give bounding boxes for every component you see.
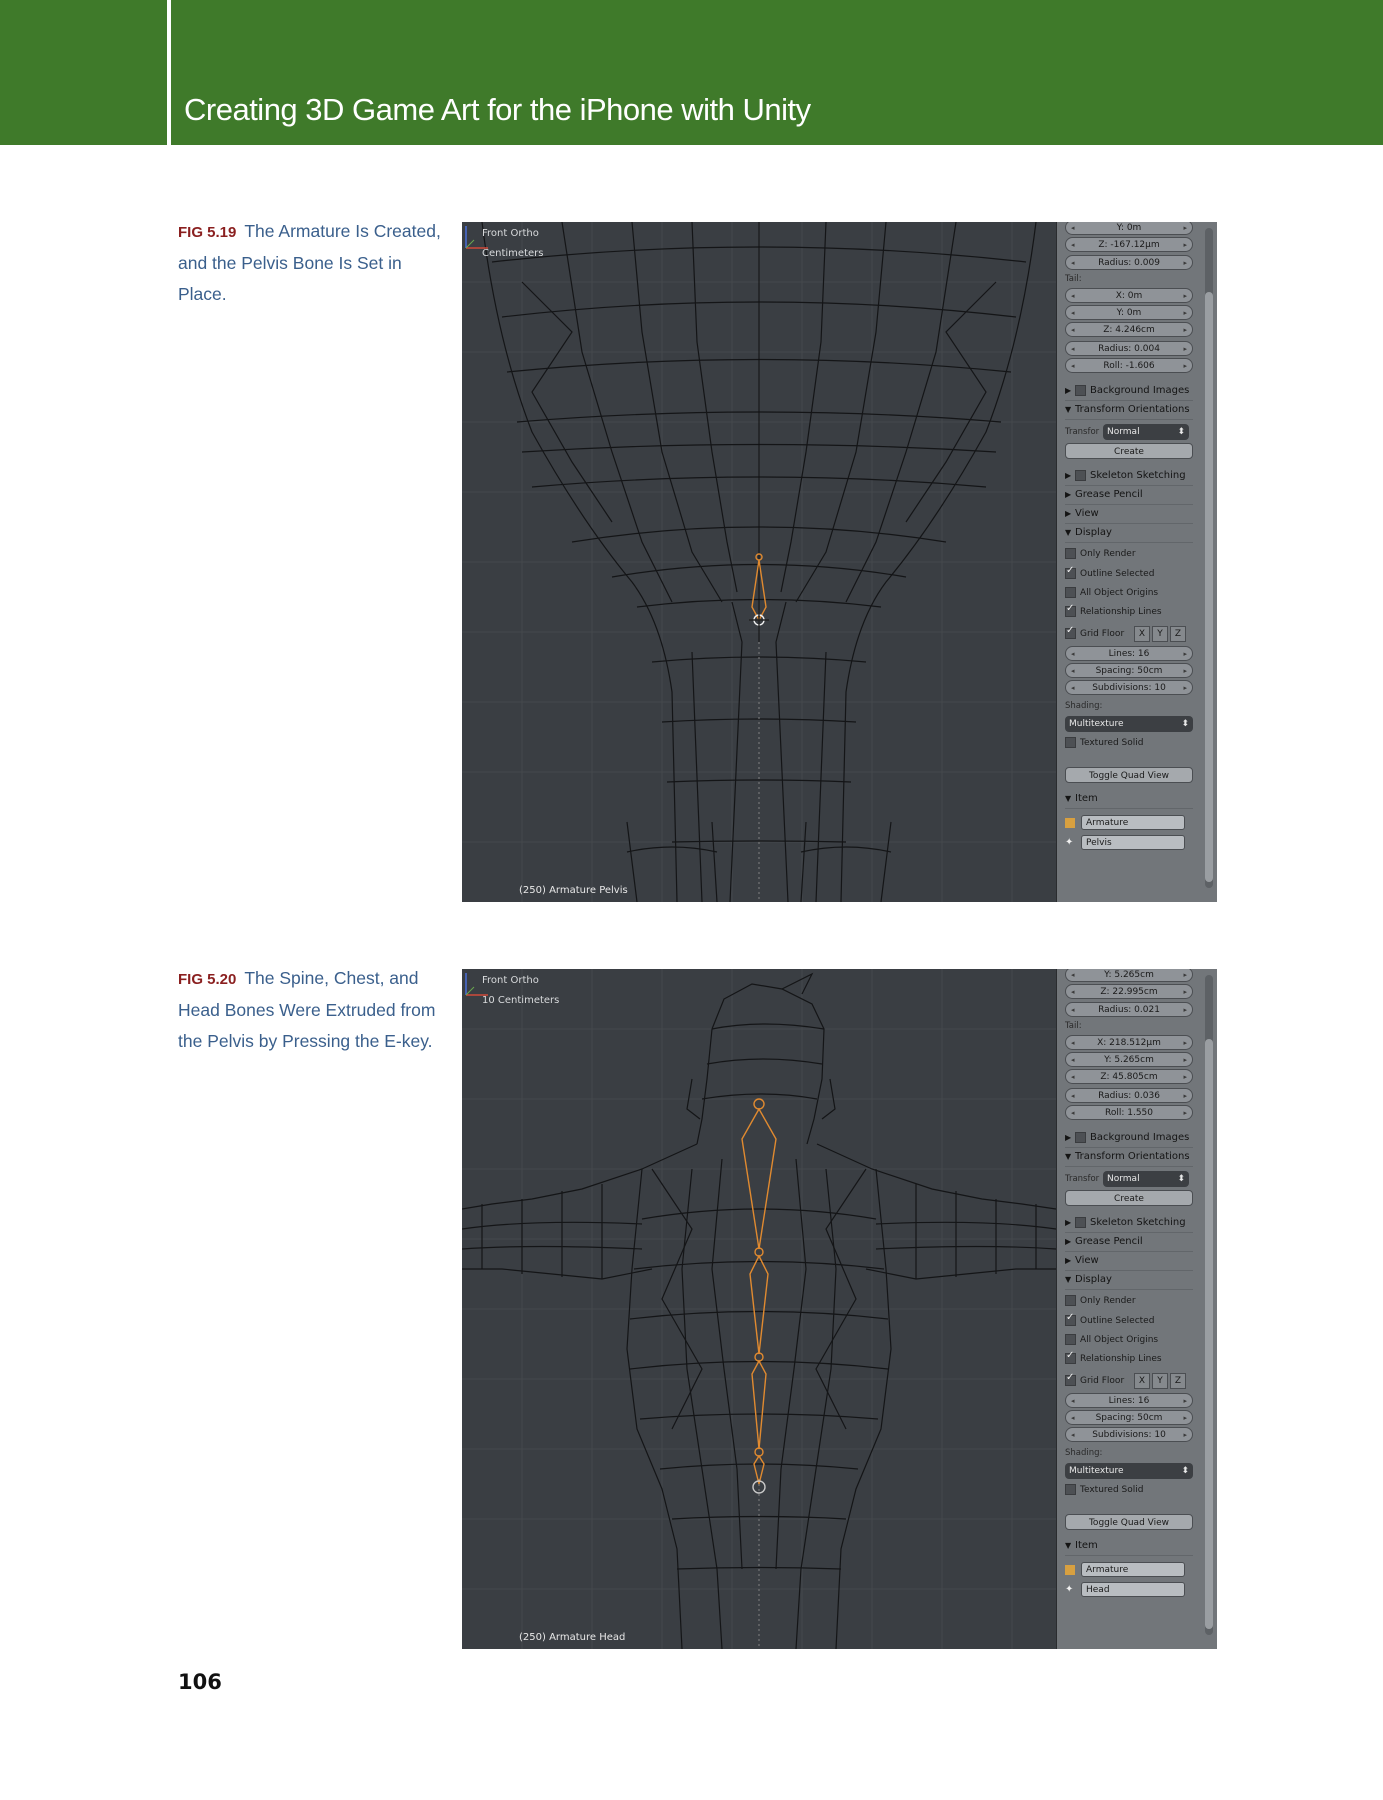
checkbox-checked[interactable]	[1065, 606, 1076, 617]
properties-panel	[1056, 969, 1217, 1649]
check-textured-solid[interactable]: Textured Solid	[1065, 1484, 1193, 1495]
checkbox-checked[interactable]	[1065, 1375, 1076, 1386]
tail-label: Tail:	[1065, 274, 1082, 284]
transform-select[interactable]: Normal ⬍	[1103, 424, 1189, 440]
grid-lines-field[interactable]: ◂ Lines: 16 ▸	[1065, 646, 1193, 661]
collapse-triangle-icon: ▼	[1065, 1541, 1072, 1550]
tail-y-field[interactable]: ◂ Y: 0m ▸	[1065, 305, 1193, 320]
axis-gizmo-icon	[462, 222, 492, 252]
book-title: Creating 3D Game Art for the iPhone with Unity	[184, 92, 811, 127]
checkbox[interactable]	[1075, 385, 1086, 396]
3d-viewport[interactable]	[462, 969, 1056, 1649]
head-z-field[interactable]: ◂ Z: 22.995cm ▸	[1065, 984, 1193, 999]
check-only-render[interactable]: Only Render	[1065, 1295, 1193, 1306]
tail-label: Tail:	[1065, 1021, 1082, 1031]
create-button[interactable]: Create	[1065, 443, 1193, 459]
wireframe-pelvis-view	[462, 222, 1056, 902]
header-rule	[167, 0, 171, 145]
axis-gizmo-icon	[462, 969, 492, 999]
section-view[interactable]: ▶ View	[1065, 1252, 1193, 1271]
panel-scroll-thumb[interactable]	[1205, 292, 1213, 882]
tail-x-field[interactable]: ◂ X: 218.512µm ▸	[1065, 1035, 1193, 1050]
collapse-triangle-icon: ▼	[1065, 405, 1072, 414]
check-textured-solid[interactable]: Textured Solid	[1065, 737, 1193, 748]
section-view[interactable]: ▶ View	[1065, 505, 1193, 524]
checkbox-checked[interactable]	[1065, 568, 1076, 579]
checkbox-checked[interactable]	[1065, 628, 1076, 639]
view-name-label: Front Ortho	[482, 228, 539, 239]
figure-caption-5-20	[178, 963, 443, 1057]
checkbox[interactable]	[1075, 470, 1086, 481]
collapse-triangle-icon: ▼	[1065, 794, 1072, 803]
3d-viewport[interactable]	[462, 222, 1056, 902]
roll-field[interactable]: ◂ Roll: 1.550 ▸	[1065, 1105, 1193, 1120]
caption-text: The Spine, Chest, and Head Bones Were Extruded from the Pelvis by Pressing the E-key.	[178, 968, 436, 1051]
section-background-images[interactable]: ▶ Background Images	[1065, 382, 1193, 401]
shading-label: Shading:	[1065, 1448, 1103, 1458]
section-background-images[interactable]: ▶ Background Images	[1065, 1129, 1193, 1148]
section-display[interactable]: ▼ Display	[1065, 524, 1193, 543]
check-all-object-origins[interactable]: All Object Origins	[1065, 1334, 1193, 1345]
shading-select[interactable]: Multitexture ⬍	[1065, 716, 1193, 732]
panel-scroll-thumb[interactable]	[1205, 1039, 1213, 1629]
units-label: Centimeters	[482, 248, 544, 259]
object-icon	[1065, 818, 1075, 828]
checkbox[interactable]	[1065, 1484, 1076, 1495]
checkbox-checked[interactable]	[1065, 1315, 1076, 1326]
checkbox[interactable]	[1065, 1295, 1076, 1306]
status-text: (250) Armature Head	[519, 1632, 626, 1643]
tail-radius-field[interactable]: ◂ Radius: 0.004 ▸	[1065, 341, 1193, 356]
head-y-field[interactable]: ◂ Y: 0m ▸	[1065, 222, 1193, 235]
x-axis-toggle[interactable]: X	[1134, 1373, 1150, 1389]
collapse-triangle-icon: ▼	[1065, 1275, 1072, 1284]
object-name-field[interactable]: Armature	[1081, 1562, 1185, 1577]
grid-spacing-field[interactable]: ◂ Spacing: 50cm ▸	[1065, 663, 1193, 678]
figure-label: FIG 5.19	[178, 224, 237, 241]
bone-icon: ✦	[1065, 1583, 1074, 1595]
checkbox[interactable]	[1065, 548, 1076, 559]
tail-x-field[interactable]: ◂ X: 0m ▸	[1065, 288, 1193, 303]
toggle-quad-view-button[interactable]: Toggle Quad View	[1065, 1514, 1193, 1530]
figure-label: FIG 5.20	[178, 971, 237, 988]
grid-lines-field[interactable]: ◂ Lines: 16 ▸	[1065, 1393, 1193, 1408]
section-skeleton-sketching[interactable]: ▶ Skeleton Sketching	[1065, 1214, 1193, 1233]
check-relationship-lines[interactable]: ✓Relationship Lines	[1065, 606, 1193, 617]
checkbox[interactable]	[1065, 737, 1076, 748]
section-item[interactable]: ▼ Item	[1065, 790, 1193, 809]
y-axis-toggle[interactable]: Y	[1152, 626, 1168, 642]
figure-caption-5-19	[178, 216, 443, 310]
collapse-triangle-icon: ▼	[1065, 1152, 1072, 1161]
expand-triangle-icon: ▶	[1065, 1237, 1072, 1246]
properties-panel	[1056, 222, 1217, 902]
section-item[interactable]: ▼ Item	[1065, 1537, 1193, 1556]
view-name-label: Front Ortho	[482, 975, 539, 986]
bone-name-field[interactable]: Head	[1081, 1582, 1185, 1597]
expand-triangle-icon: ▶	[1065, 1256, 1072, 1265]
figure-5-20-screenshot	[462, 969, 1217, 1649]
tail-z-field[interactable]: ◂ Z: 45.805cm ▸	[1065, 1069, 1193, 1084]
create-button[interactable]: Create	[1065, 1190, 1193, 1206]
section-skeleton-sketching[interactable]: ▶ Skeleton Sketching	[1065, 467, 1193, 486]
grid-subdivisions-field[interactable]: ◂ Subdivisions: 10 ▸	[1065, 1427, 1193, 1442]
z-axis-toggle[interactable]: Z	[1170, 626, 1186, 642]
check-only-render[interactable]: Only Render	[1065, 548, 1193, 559]
grid-spacing-field[interactable]: ◂ Spacing: 50cm ▸	[1065, 1410, 1193, 1425]
wireframe-torso-view	[462, 969, 1056, 1649]
check-relationship-lines[interactable]: ✓Relationship Lines	[1065, 1353, 1193, 1364]
transform-label: Transfor	[1065, 1174, 1100, 1184]
page-number: 106	[178, 1670, 222, 1694]
object-name-field[interactable]: Armature	[1081, 815, 1185, 830]
expand-triangle-icon: ▶	[1065, 386, 1072, 395]
section-transform-orientations[interactable]: ▼ Transform Orientations	[1065, 1148, 1193, 1167]
checkbox[interactable]	[1065, 587, 1076, 598]
expand-triangle-icon: ▶	[1065, 471, 1072, 480]
expand-triangle-icon: ▶	[1065, 509, 1072, 518]
tail-radius-field[interactable]: ◂ Radius: 0.036 ▸	[1065, 1088, 1193, 1103]
checkbox[interactable]	[1065, 1334, 1076, 1345]
head-radius-field[interactable]: ◂ Radius: 0.021 ▸	[1065, 1002, 1193, 1017]
caption-text: The Armature Is Created, and the Pelvis Bone Is Set in Place.	[178, 221, 441, 304]
shading-select[interactable]: Multitexture ⬍	[1065, 1463, 1193, 1479]
section-grease-pencil[interactable]: ▶ Grease Pencil	[1065, 486, 1193, 505]
grid-subdivisions-field[interactable]: ◂ Subdivisions: 10 ▸	[1065, 680, 1193, 695]
z-axis-toggle[interactable]: Z	[1170, 1373, 1186, 1389]
x-axis-toggle[interactable]: X	[1134, 626, 1150, 642]
checkbox-checked[interactable]	[1065, 1353, 1076, 1364]
toggle-quad-view-button[interactable]: Toggle Quad View	[1065, 767, 1193, 783]
bone-name-field[interactable]: Pelvis	[1081, 835, 1185, 850]
object-icon	[1065, 1565, 1075, 1575]
tail-y-field[interactable]: ◂ Y: 5.265cm ▸	[1065, 1052, 1193, 1067]
expand-triangle-icon: ▶	[1065, 1218, 1072, 1227]
check-grid-floor[interactable]: ✓Grid Floor X Y Z	[1065, 1373, 1193, 1389]
collapse-triangle-icon: ▼	[1065, 528, 1072, 537]
checkbox[interactable]	[1075, 1132, 1086, 1143]
shading-label: Shading:	[1065, 701, 1103, 711]
check-outline-selected[interactable]: ✓Outline Selected	[1065, 568, 1193, 579]
section-grease-pencil[interactable]: ▶ Grease Pencil	[1065, 1233, 1193, 1252]
head-radius-field[interactable]: ◂ Radius: 0.009 ▸	[1065, 255, 1193, 270]
expand-triangle-icon: ▶	[1065, 1133, 1072, 1142]
checkbox[interactable]	[1075, 1217, 1086, 1228]
y-axis-toggle[interactable]: Y	[1152, 1373, 1168, 1389]
check-all-object-origins[interactable]: All Object Origins	[1065, 587, 1193, 598]
spine-chest-head-bones	[742, 1099, 776, 1493]
transform-label: Transfor	[1065, 427, 1100, 437]
head-z-field[interactable]: ◂ Z: -167.12µm ▸	[1065, 237, 1193, 252]
transform-select[interactable]: Normal ⬍	[1103, 1171, 1189, 1187]
bone-icon: ✦	[1065, 836, 1074, 848]
figure-5-19-screenshot	[462, 222, 1217, 902]
units-label: 10 Centimeters	[482, 995, 560, 1006]
check-grid-floor[interactable]: ✓Grid Floor X Y Z	[1065, 626, 1193, 642]
check-outline-selected[interactable]: ✓Outline Selected	[1065, 1315, 1193, 1326]
head-y-field[interactable]: ◂ Y: 5.265cm ▸	[1065, 969, 1193, 982]
section-transform-orientations[interactable]: ▼ Transform Orientations	[1065, 401, 1193, 420]
tail-z-field[interactable]: ◂ Z: 4.246cm ▸	[1065, 322, 1193, 337]
roll-field[interactable]: ◂ Roll: -1.606 ▸	[1065, 358, 1193, 373]
section-display[interactable]: ▼ Display	[1065, 1271, 1193, 1290]
status-text: (250) Armature Pelvis	[519, 885, 628, 896]
expand-triangle-icon: ▶	[1065, 490, 1072, 499]
